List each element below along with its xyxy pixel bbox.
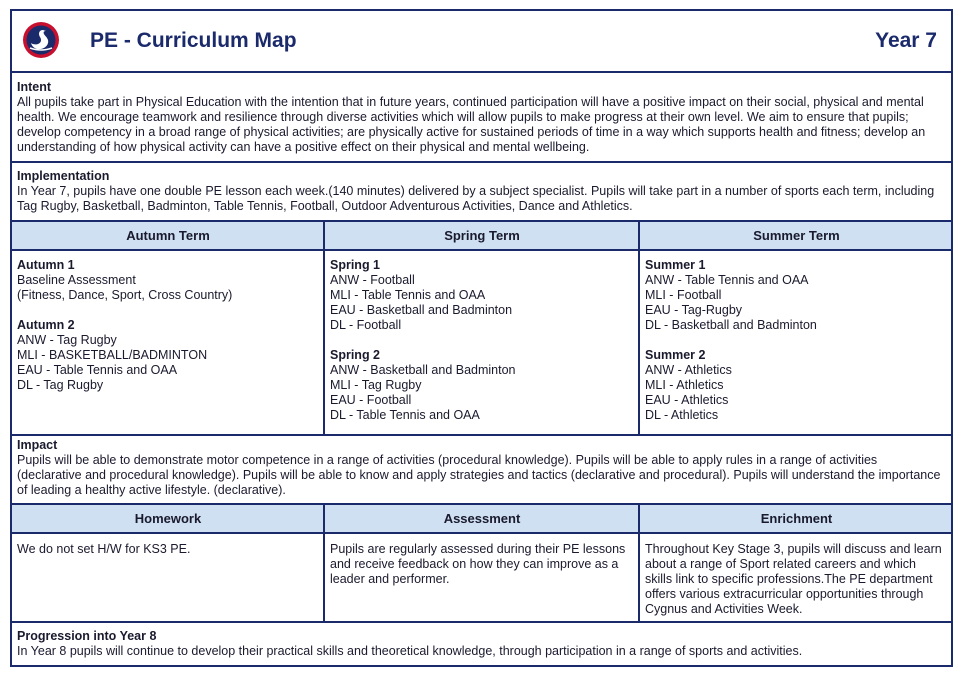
- summer-term-cell: [645, 258, 945, 423]
- list-item: MLI - BASKETBALL/BADMINTON: [17, 348, 208, 362]
- implementation-text: In Year 7, pupils have one double PE lesson each week.(140 minutes) delivered by a subject specialist. Pupils will take part in a number of sports each term, including Tag Rugby, Basketball, Badminton, Table Tennis, Football, Outdoor Adventurous Activities, Dance and Athletics.: [17, 184, 935, 213]
- list-item: EAU - Athletics: [645, 393, 729, 407]
- column-divider: [638, 505, 640, 623]
- list-item: EAU - Football: [330, 393, 412, 407]
- list-item: ANW - Basketball and Badminton: [330, 363, 516, 377]
- enrichment-cell: Throughout Key Stage 3, pupils will discuss and learn about a range of Sport related careers and which skills link to specific professions.The PE department offers various extracurricular opportunities through Cygnus and Activities Week.: [645, 542, 942, 616]
- list-item: MLI - Football: [645, 288, 722, 302]
- divider: [12, 249, 951, 251]
- autumn-2-title: Autumn 2: [17, 318, 75, 332]
- list-item: ANW - Table Tennis and OAA: [645, 273, 809, 287]
- assessment-header: Assessment: [443, 511, 521, 526]
- curriculum-map-page: [10, 9, 953, 667]
- divider: [12, 434, 951, 436]
- impact-heading: Impact: [17, 438, 58, 452]
- progression-heading: Progression into Year 8: [17, 629, 157, 643]
- progression-section: [17, 629, 943, 659]
- divider: [12, 71, 951, 73]
- enrichment-header: Enrichment: [760, 511, 833, 526]
- page-title: PE - Curriculum Map: [90, 29, 297, 52]
- implementation-section: [17, 169, 943, 214]
- list-item: EAU - Table Tennis and OAA: [17, 363, 178, 377]
- list-item: ANW - Football: [330, 273, 415, 287]
- page-header: [12, 11, 951, 71]
- year-label: Year 7: [875, 29, 937, 52]
- impact-section: [17, 438, 943, 498]
- autumn-1-title: Autumn 1: [17, 258, 75, 272]
- assessment-cell: Pupils are regularly assessed during their PE lessons and receive feedback on how they can improve as a leader and performer.: [330, 542, 626, 586]
- spring-1-title: Spring 1: [330, 258, 381, 272]
- list-item: ANW - Tag Rugby: [17, 333, 117, 347]
- column-divider: [638, 222, 640, 436]
- spring-2-title: Spring 2: [330, 348, 381, 362]
- homework-header: Homework: [134, 511, 202, 526]
- summer-2-title: Summer 2: [645, 348, 706, 362]
- spring-term-header: Spring Term: [444, 228, 520, 243]
- summer-1-title: Summer 1: [645, 258, 706, 272]
- progression-text: In Year 8 pupils will continue to develop their practical skills and theoretical knowledge, through participation in a range of sports and activities.: [17, 644, 803, 658]
- list-item: EAU - Tag-Rugby: [645, 303, 743, 317]
- intent-text: All pupils take part in Physical Education with the intention that in future years, continued participation will have a positive impact on their social, physical and mental health. We encourage teamwork and resilience through diverse activities which will allow pupils to make progress at their own level. We aim to ensure that pupils; develop competency in a broad range of physical activities; are physically active for sustained periods of time in a way which supports health and fitness; develop an understanding of how physical activity can have a positive effect on their physical and mental wellbeing.: [17, 95, 926, 154]
- swan-crest-icon: [22, 21, 60, 59]
- impact-text: Pupils will be able to demonstrate motor competence in a range of activities (procedural knowledge). Pupils will be able to apply rules in a range of activities (declarative and procedural knowledge). Pupils will be able to know and apply strategies and tactics (declarative and procedural). Pupils will understand the importance of leading a healthy active lifestyle. (declarative).: [17, 453, 941, 497]
- list-item: DL - Football: [330, 318, 402, 332]
- implementation-heading: Implementation: [17, 169, 110, 183]
- list-item: MLI - Athletics: [645, 378, 724, 392]
- list-item: MLI - Table Tennis and OAA: [330, 288, 486, 302]
- column-divider: [323, 505, 325, 623]
- list-item: DL - Athletics: [645, 408, 719, 422]
- list-item: DL - Tag Rugby: [17, 378, 104, 392]
- intent-section: [17, 80, 943, 155]
- intent-heading: Intent: [17, 80, 52, 94]
- list-item: DL - Table Tennis and OAA: [330, 408, 480, 422]
- list-item: Baseline Assessment: [17, 273, 136, 287]
- divider: [12, 532, 951, 534]
- autumn-term-cell: [17, 258, 317, 393]
- divider: [12, 161, 951, 163]
- list-item: EAU - Basketball and Badminton: [330, 303, 513, 317]
- divider: [12, 621, 951, 623]
- autumn-term-header: Autumn Term: [126, 228, 210, 243]
- spring-term-cell: [330, 258, 630, 423]
- list-item: DL - Basketball and Badminton: [645, 318, 817, 332]
- summer-term-header: Summer Term: [753, 228, 840, 243]
- list-item: (Fitness, Dance, Sport, Cross Country): [17, 288, 233, 302]
- homework-cell: We do not set H/W for KS3 PE.: [17, 542, 191, 556]
- list-item: MLI - Tag Rugby: [330, 378, 422, 392]
- column-divider: [323, 222, 325, 436]
- list-item: ANW - Athletics: [645, 363, 732, 377]
